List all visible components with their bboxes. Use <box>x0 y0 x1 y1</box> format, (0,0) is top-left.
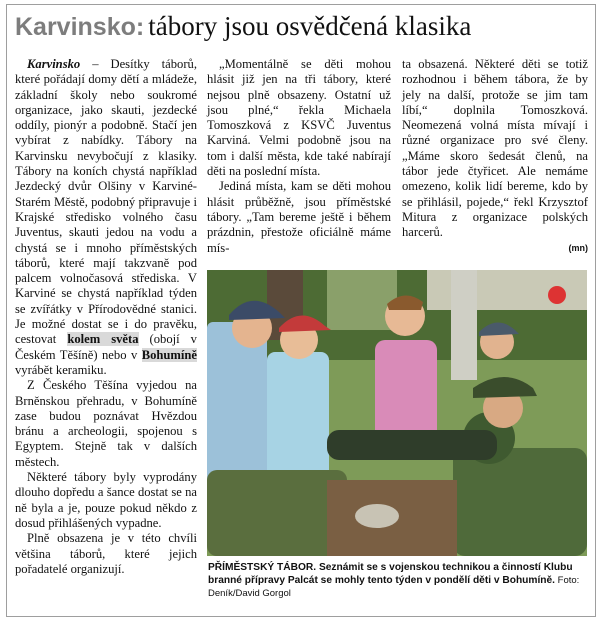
paragraph: Plně obsazena je v této chvíli většina táborů, které jejich pořadatelé organizují. <box>15 531 197 576</box>
news-photo <box>207 270 587 556</box>
dateline: Karvinsko <box>27 57 81 71</box>
paragraph-text: (obojí v Českém Těšíně) nebo v <box>15 332 197 362</box>
paragraph-text: – Desítky táborů, které pořádají domy dětí a mládeže, základní školy nebo soukromé organizace, jako skauti, jezdecké oddíly, pionýr a podobně. Stačí jen vybírat z nabídky. Tábory na Karvinsku nevybočují z klasiky. Tábory na koních chystá například Jezdecký dvůr Olšiny v Karviné-Starém Městě, podobný připravuje i Krajské středisko volného času Juventus, skauti jedou na vodu a chystá se i mnoho příměstských táborů, které mají takzvaně pod palcem volnočasová střediska. V Karviné se chystá například týden se zvířátky v Přírodovědné stanici. Je možné dostat se i do pravěku, cestovat <box>15 57 197 347</box>
paragraph: Některé tábory byly vyprodány dlouho dopředu a šance dostat se na ně byla a je, pouze pokud někdo z dosud přihlášených vypadne. <box>15 470 197 530</box>
paragraph: Jediná místa, kam se děti mohou hlásit průběžně, jsou příměstské tábory. „Tam bereme ještě i během prázdnin, přestože oficiálně máme mís- <box>207 179 391 255</box>
photo-credit: Foto: Deník/David Gorgol <box>208 575 580 599</box>
highlight-text: Bohumíně <box>141 347 197 362</box>
photo-illustration <box>207 270 587 556</box>
photo-caption <box>208 561 588 600</box>
highlight-text: kolem světa <box>67 332 139 347</box>
author-signature: (mn) <box>568 242 588 253</box>
article-column-3 <box>402 57 588 267</box>
newspaper-clipping <box>6 4 596 617</box>
paragraph <box>15 57 197 378</box>
article-column-1 <box>15 57 197 607</box>
paragraph: Z Českého Těšína vyjedou na Brněnskou přehradu, v Bohumíně zase budou poznávat Hvězdou bránu a archeologii, spojenou s Egyptem. Stejně tak v dalších městech. <box>15 378 197 469</box>
article-column-2 <box>207 57 391 267</box>
headline-kicker: Karvinsko: <box>15 13 145 41</box>
headline <box>15 11 591 47</box>
caption-text: Seznámit se s vojenskou technikou a činností Klubu branné přípravy Palcát se mohly tento týden v pondělí děti v Bohumíně. <box>208 562 573 586</box>
headline-title: tábory jsou osvědčená klasika <box>148 11 472 41</box>
paragraph-text: vyrábět keramiku. <box>15 362 107 377</box>
caption-title: PŘÍMĚSTSKÝ TÁBOR. <box>208 562 317 573</box>
paragraph: „Momentálně se děti mohou hlásit již jen na tři tábory, které nejsou plně obsazeny. Ostatní už jsou plné,“ řekla Michaela Tomoszková z KSVČ Juventus Karviná. Velmi podobně jsou na tom i další města, kde také nabírají děti na poslední místa. <box>207 57 391 179</box>
paragraph: ta obsazená. Některé děti se totiž rozhodnou i během tábora, že by jely na další, protože se jim tam líbí,“ doplnila Tomoszková. Neomezená volná místa mívají i různé organizace pro své členy. „Máme skoro šedesát členů, na tábor jede čtyřicet. Ale nemáme omezeno, kolik lidí bereme, kdo by se přihlásil, pojede,“ řekl Krzysztof Mitura z organizace polských harcerů. <box>402 57 588 240</box>
